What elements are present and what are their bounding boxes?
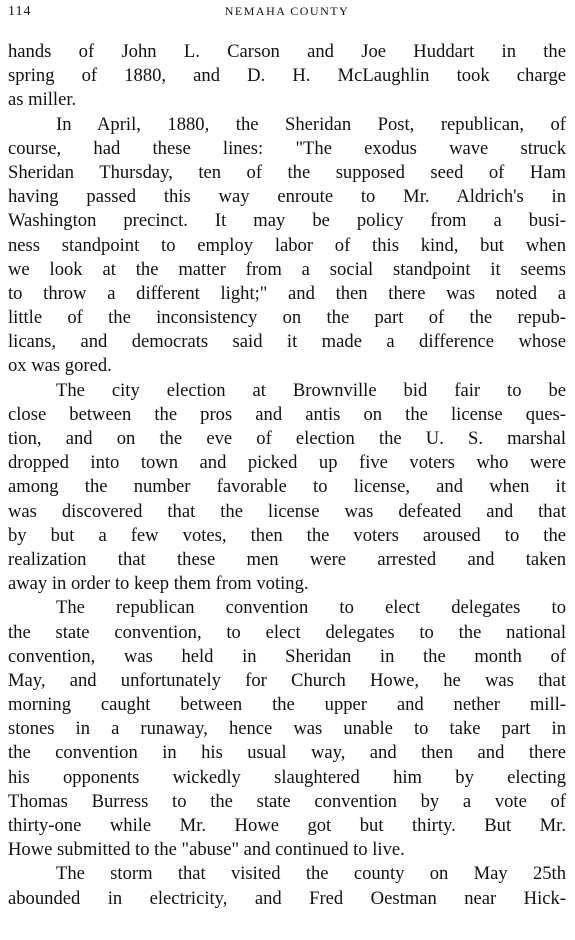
text-line: convention, was held in Sheridan in the month of	[8, 645, 566, 667]
text-line: Washington precinct. It may be policy from a busi-	[8, 210, 566, 232]
text-line: In April, 1880, the Sheridan Post, republican, of	[56, 113, 566, 135]
text-line: The city election at Brownville bid fair to be	[56, 379, 566, 401]
text-line: Sheridan Thursday, ten of the supposed seed of Ham	[8, 161, 566, 183]
text-line: The storm that visited the county on May 25th	[56, 863, 566, 885]
text-line: the state convention, to elect delegates to the national	[8, 621, 566, 643]
text-line: abounded in electricity, and Fred Oestman near Hick-	[8, 887, 566, 909]
text-line: his opponents wickedly slaughtered him by electing	[8, 766, 566, 788]
text-line: thirty-one while Mr. Howe got but thirty. But Mr.	[8, 815, 566, 836]
text-line: dropped into town and picked up five voters who were	[8, 452, 566, 474]
paragraph	[8, 40, 566, 113]
paragraph	[8, 862, 566, 910]
text-line: spring of 1880, and D. H. McLaughlin took charge	[8, 65, 566, 87]
paragraph	[8, 596, 566, 862]
text-line: course, had these lines: "The exodus wave struck	[8, 137, 566, 159]
text-line: stones in a runaway, hence was unable to take part in	[8, 718, 566, 740]
running-head: NEMAHA COUNTY	[224, 4, 350, 18]
text-line: licans, and democrats said it made a difference whose	[8, 331, 566, 353]
text-line: away in order to keep them from voting.	[8, 573, 309, 595]
text-line: was discovered that the license was defeated and that	[8, 500, 566, 522]
paragraph	[8, 113, 566, 379]
body-text	[8, 40, 566, 911]
page-number: 114	[8, 4, 32, 19]
text-line: ness standpoint to employ labor of this kind, but when	[8, 234, 566, 256]
text-line: among the number favorable to license, and when it	[8, 476, 566, 498]
text-line: hands of John L. Carson and Joe Huddart in the	[8, 41, 566, 62]
text-line: Thomas Burress to the state convention by a vote of	[8, 790, 566, 812]
text-line: close between the pros and antis on the license ques-	[8, 403, 566, 425]
text-line: The republican convention to elect delegates to	[56, 597, 566, 619]
text-line: little of the inconsistency on the part of the repub-	[8, 307, 566, 329]
text-line: May, and unfortunately for Church Howe, he was that	[8, 669, 566, 691]
paragraph	[8, 379, 566, 597]
text-line: to throw a different light;" and then there was noted a	[8, 282, 566, 304]
text-line: morning caught between the upper and nether mill-	[8, 694, 566, 716]
page-header	[8, 4, 566, 22]
text-line: having passed this way enroute to Mr. Aldrich's in	[8, 186, 566, 208]
text-line: tion, and on the eve of election the U. S. marshal	[8, 428, 566, 449]
text-line: we look at the matter from a social standpoint it seems	[8, 258, 566, 280]
text-line: the convention in his usual way, and then and there	[8, 742, 566, 764]
text-line: by but a few votes, then the voters aroused to the	[8, 524, 566, 546]
text-line: realization that these men were arrested and taken	[8, 548, 566, 570]
text-line: Howe submitted to the "abuse" and continued to live.	[8, 839, 405, 861]
text-line: as miller.	[8, 89, 77, 111]
text-line: ox was gored.	[8, 355, 112, 377]
